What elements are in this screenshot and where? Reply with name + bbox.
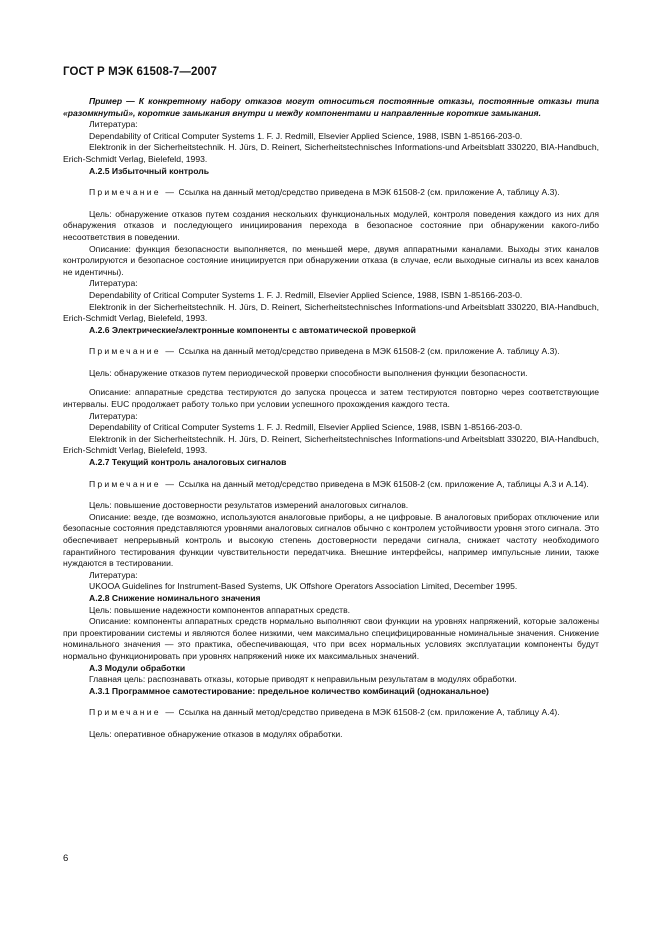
- description-paragraph: Описание: компоненты аппаратных средств нормально выполняют свои функции на уровнях напряжений, которые заложены при проектировании системы и являются более низкими, чем максимально специфицированные номинальные значения. Снижение номинального значения — это практика, обеспечивающая, что при всех нормальных условиях эксплуатации компоненты будут нормально функционировать при уровнях напряжений ниже их максимальных значений.: [63, 616, 599, 661]
- literature-label: Литература:: [89, 119, 138, 130]
- page-number: 6: [63, 853, 69, 864]
- goal-paragraph: Цель: повышение достоверности результатов измерений аналоговых сигналов.: [89, 500, 409, 511]
- note-label: Примечание —: [89, 346, 177, 357]
- literature-label: Литература:: [89, 278, 138, 289]
- section-heading-a27: А.2.7 Текущий контроль аналоговых сигналов: [89, 457, 287, 468]
- note-label: Примечание —: [89, 707, 177, 718]
- reference-item: Elektronik in der Sicherheitstechnik. H. Jürs, D. Reinert, Sicherheitstechnisches Informations-und Arbeitsblatt 330220, BIA-Handbuch, Erich-Schmidt Verlag, Bielefeld, 1993.: [63, 142, 599, 164]
- description-paragraph: Описание: везде, где возможно, используются аналоговые приборы, а не цифровые. В аналоговых приборах отключение или безопасные состояния представляются уровнями аналоговых сигналов обычно с контролем устойчивости уровня этого сигнала. Это обеспечивает непрерывный контроль и высокую степень достоверности передачи сигнала, снижает частоту необходимого гарантийного тестирования функции чувствительности передатчика. Внешние интерфейсы, например импульсные линии, также нуждаются в тестировании.: [63, 511, 599, 569]
- literature-label: Литература:: [89, 410, 138, 421]
- reference-item: Dependability of Critical Computer Systems 1. F. J. Redmill, Elsevier Applied Science, 1988, ISBN 1-85166-203-0.: [89, 422, 523, 433]
- note-paragraph: [63, 346, 599, 358]
- description-paragraph: Описание: аппаратные средства тестируются до запуска процесса и затем тестируются повторно через соответствующие интервалы. EUC продолжает работу только при условии успешного прохождения каждого теста.: [63, 387, 599, 410]
- literature-label: Литература:: [89, 569, 138, 580]
- document-header: ГОСТ Р МЭК 61508-7—2007: [63, 66, 217, 78]
- note-label: Примечание —: [89, 478, 177, 489]
- note-label: Примечание —: [89, 187, 177, 198]
- description-paragraph: Описание: функция безопасности выполняется, по меньшей мере, двумя аппаратными каналами. Выходы этих каналов контролируются и безопасное состояние инициируется при обнаружении отказа (в случае, если выходные сигналы из всех каналов не идентичны).: [63, 243, 599, 277]
- reference-item: Elektronik in der Sicherheitstechnik. H. Jürs, D. Reinert, Sicherheitstechnisches Informations-und Arbeitsblatt 330220, BIA-Handbuch, Erich-Schmidt Verlag, Bielefeld, 1993.: [63, 433, 599, 456]
- document-body: [63, 96, 599, 741]
- section-heading-a26: А.2.6 Электрические/электронные компоненты с автоматической проверкой: [89, 324, 416, 335]
- note-text: Ссылка на данный метод/средство приведена в МЭК 61508-2 (см. приложение А, таблицы А.3 и А.14).: [178, 478, 589, 489]
- reference-item: Dependability of Critical Computer Systems 1. F. J. Redmill, Elsevier Applied Science, 1988, ISBN 1-85166-203-0.: [89, 289, 523, 300]
- reference-item: UKOOA Guidelines for Instrument-Based Systems, UK Offshore Operators Association Limited, December 1995.: [89, 581, 518, 592]
- note-paragraph: [63, 187, 599, 199]
- note-text: Ссылка на данный метод/средство приведена в МЭК 61508-2 (см. приложение А, таблицу А.3).: [178, 187, 560, 198]
- goal-paragraph: Цель: обнаружение отказов путем создания нескольких функциональных модулей, контроля поведения каждого из них для обнаружения отказов и последующего инициирования перехода в безопасное состояние при обнаружении какого-либо несоответствия в поведении.: [63, 208, 599, 242]
- example-paragraph: Пример — К конкретному набору отказов могут относиться постоянные отказы, постоянные отказы типа «разомкнутый», короткие замыкания внутри и между компонентами и направленные короткие замыкания.: [63, 96, 599, 118]
- note-paragraph: [63, 707, 599, 719]
- goal-paragraph: Цель: повышение надежности компонентов аппаратных средств.: [89, 604, 351, 615]
- goal-paragraph: Главная цель: распознавать отказы, которые приводят к неправильным результатам в модулях обработки.: [89, 674, 517, 685]
- note-text: Ссылка на данный метод/средство приведена в МЭК 61508-2 (см. приложение А, таблицу А.4).: [178, 707, 560, 718]
- reference-item: Dependability of Critical Computer Systems 1. F. J. Redmill, Elsevier Applied Science, 1988, ISBN 1-85166-203-0.: [89, 130, 523, 141]
- note-paragraph: [63, 479, 599, 491]
- section-heading-a28: А.2.8 Снижение номинального значения: [89, 592, 261, 603]
- section-heading-a31: А.3.1 Программное самотестирование: предельное количество комбинаций (одноканальное): [89, 685, 489, 696]
- section-heading-a3: А.3 Модули обработки: [89, 662, 186, 673]
- goal-paragraph: Цель: обнаружение отказов путем периодической проверки способности выполнения функции безопасности.: [89, 367, 528, 378]
- reference-item: Elektronik in der Sicherheitstechnik. H. Jürs, D. Reinert, Sicherheitstechnisches Informations-und Arbeitsblatt 330220, BIA-Handbuch, Erich-Schmidt Verlag, Bielefeld, 1993.: [63, 301, 599, 324]
- section-heading-a25: А.2.5 Избыточный контроль: [89, 165, 209, 176]
- goal-paragraph: Цель: оперативное обнаружение отказов в модулях обработки.: [89, 728, 343, 739]
- note-text: Ссылка на данный метод/средство приведена в МЭК 61508-2 (см. приложение А. таблицу А.3).: [178, 346, 560, 357]
